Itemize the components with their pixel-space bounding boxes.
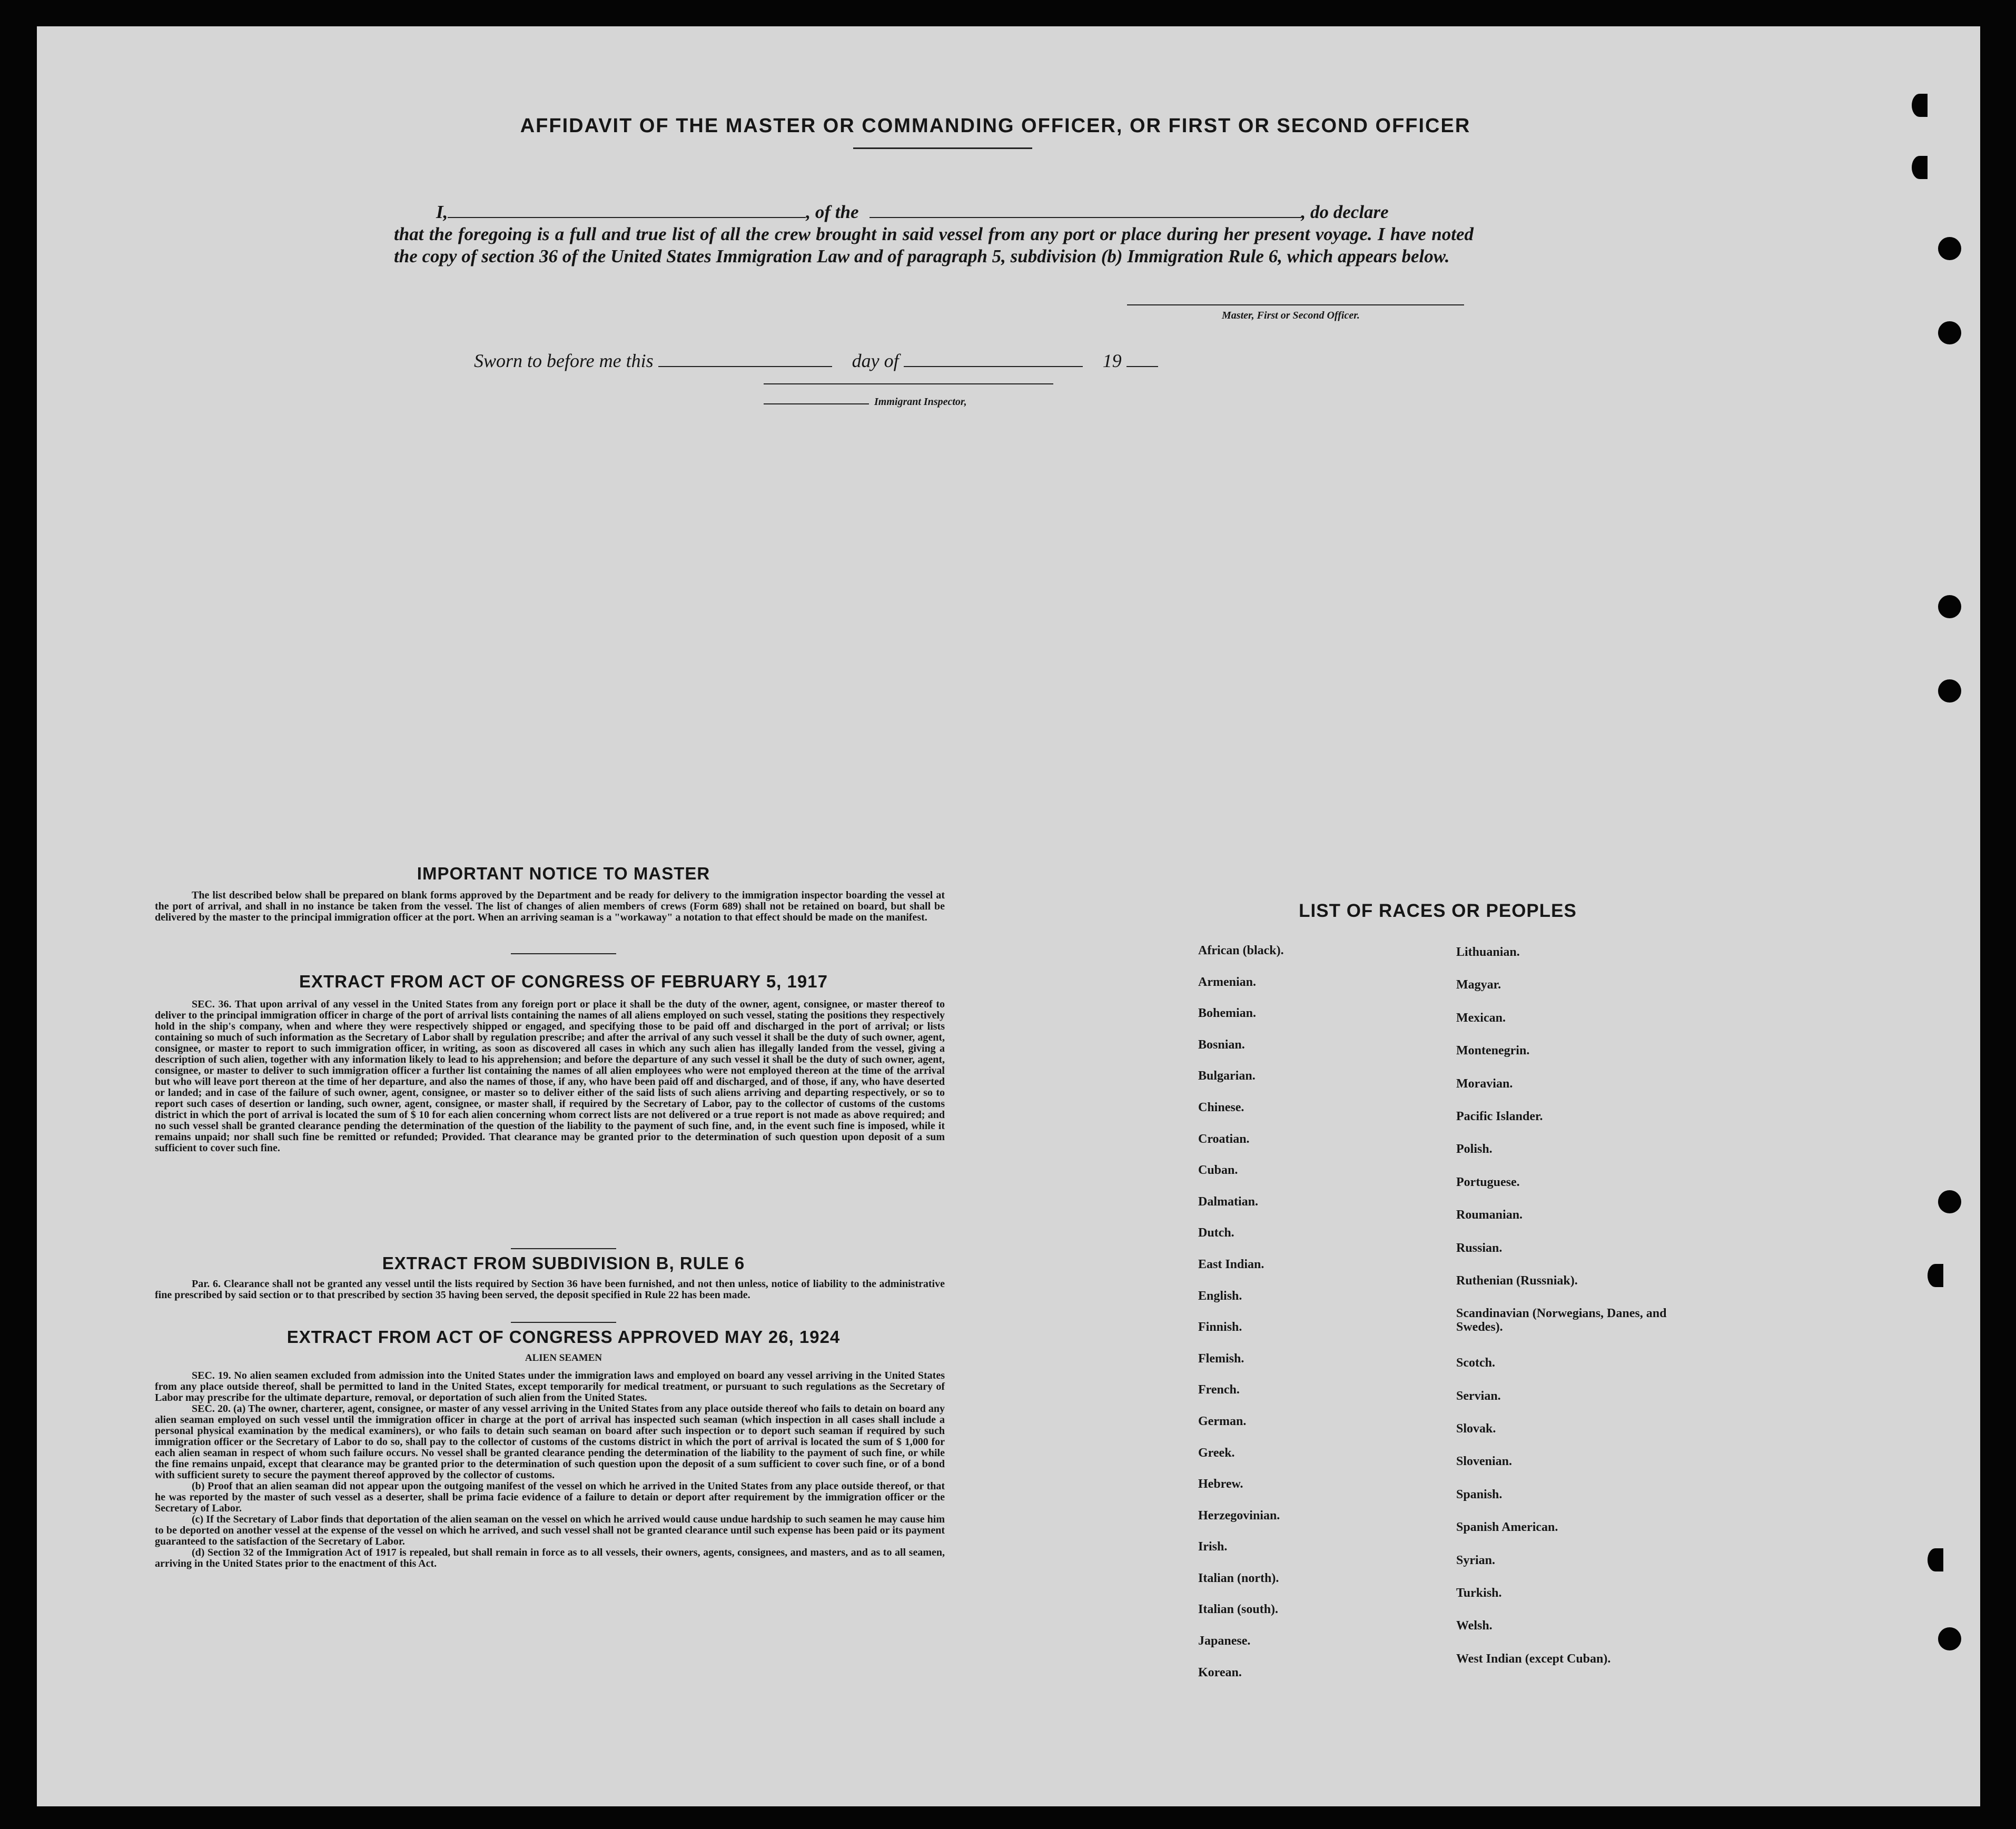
affidavit-title: AFFIDAVIT OF THE MASTER OR COMMANDING OFFICER, OR FIRST OR SECOND OFFICER [520, 115, 1471, 137]
extract-1924-text [155, 1370, 945, 1569]
notice-paragraph: The list described below shall be prepared on blank forms approved by the Department and be ready for delivery to the immigration inspector boarding the vessel at the port of arrival, and shall in no instance be taken from the vessel. The list of changes of alien members of crews (Form 689) shall not be retained on board, but shall be delivered by the master to the principal immigration officer at the port. When an arriving seaman is a "workaway" a notation to that effect should be made on the manifest. [155, 889, 945, 923]
notice-title: IMPORTANT NOTICE TO MASTER [417, 864, 710, 883]
race-item: Cuban. [1198, 1163, 1238, 1178]
notice-text [155, 890, 945, 923]
race-item: Italian (south). [1198, 1603, 1279, 1617]
race-item: Hebrew. [1198, 1477, 1243, 1491]
race-item: Roumanian. [1456, 1208, 1523, 1222]
declaration-text: that the foregoing is a full and true list of all the crew brought in said vessel from any port or place during her present voyage. I have noted the copy of section 36 of the United States Immigration Law and of paragraph 5, subdivision (b) Immigration Rule 6, which appears below. [394, 224, 1474, 266]
divider [511, 1248, 616, 1249]
race-item: Greek. [1198, 1446, 1235, 1460]
race-item: Bulgarian. [1198, 1069, 1256, 1083]
i-label: I, [436, 202, 448, 222]
master-signature-label: Master, First or Second Officer. [1222, 310, 1360, 321]
races-right-column [1456, 945, 1677, 1702]
binder-hole [1928, 1264, 1943, 1287]
race-item: Chinese. [1198, 1100, 1244, 1114]
binder-hole [1938, 679, 1961, 703]
race-item: Japanese. [1198, 1634, 1251, 1648]
master-signature-field[interactable] [1127, 304, 1464, 305]
affidavit-declaration [394, 201, 1474, 268]
form-page [37, 26, 1980, 1806]
title-underline [853, 147, 1032, 149]
race-item: Armenian. [1198, 975, 1256, 989]
binder-hole [1938, 595, 1961, 618]
race-item: Bohemian. [1198, 1006, 1257, 1021]
race-item: Italian (north). [1198, 1571, 1279, 1585]
race-item: Turkish. [1456, 1586, 1502, 1600]
race-item: Servian. [1456, 1389, 1501, 1403]
binder-hole [1938, 1190, 1961, 1213]
divider [511, 953, 616, 954]
race-item: East Indian. [1198, 1257, 1264, 1271]
race-item: Slovak. [1456, 1422, 1496, 1436]
name-field[interactable] [448, 201, 806, 218]
binder-hole [1938, 237, 1961, 260]
race-item: Moravian. [1456, 1076, 1513, 1091]
sworn-day-field[interactable] [658, 350, 832, 367]
sworn-year-field[interactable] [1126, 350, 1158, 367]
section-20a-paragraph: SEC. 20. (a) The owner, charterer, agent, consignee, or master of any vessel arriving in the United States from any place outside thereof who fails to detain on board any alien seaman employed on such vessel until the immigration officer in charge at the port of arrival has inspected such seaman (which inspection in all cases shall include a personal physical examination by the medical examiners), or who fails to detain such seaman on board after such inspection or to deport such seaman if required by such immigration officer or the Secretary of Labor to do so, shall pay to the collector of customs of the customs district in which the port of arrival is located the sum of $ 1,000 for each alien seaman in respect of whom such failure occurs. No vessel shall be granted clearance pending the determination of the liability to the payment of such fine, or while the fine remains unpaid, except that clearance may be granted prior to the determination of such question upon the deposit of a sum sufficient to cover such fine, or of a bond with sufficient surety to secure the payment thereof approved by the collector of customs. [155, 1403, 945, 1481]
binder-hole [1912, 156, 1928, 179]
race-item: Irish. [1198, 1540, 1228, 1554]
race-item: Spanish. [1456, 1487, 1503, 1501]
paragraph-6: Par. 6. Clearance shall not be granted any vessel until the lists required by Section 36 have been furnished, and not then unless, notice of liability to the administrative fine prescribed by said section or to that prescribed by section 35 having been served, the deposit specified in Rule 22 has been made. [155, 1278, 945, 1301]
binder-hole [1938, 1627, 1961, 1650]
of-the-label: , of the [806, 202, 859, 222]
declaration-first-line [394, 201, 1474, 223]
race-item: Korean. [1198, 1665, 1242, 1679]
race-item: Lithuanian. [1456, 945, 1520, 959]
inspector-title-line [764, 403, 869, 404]
race-item: Syrian. [1456, 1553, 1496, 1567]
do-declare-label: , do declare [1301, 202, 1389, 222]
race-item: Finnish. [1198, 1320, 1242, 1334]
race-item: Flemish. [1198, 1351, 1244, 1366]
section-19-paragraph: SEC. 19. No alien seamen excluded from admission into the United States under the immigration laws and employed on board any vessel arriving in the United States from any place outside thereof, shall be permitted to land in the United States, except temporarily for medical treatment, or pursuant to such regulations as the Secretary of Labor may prescribe for the ultimate departure, removal, or deportation of such alien from the United States. [155, 1370, 945, 1403]
race-item: Welsh. [1456, 1619, 1493, 1633]
race-item: German. [1198, 1414, 1247, 1428]
race-item: Montenegrin. [1456, 1044, 1530, 1058]
binder-hole [1928, 1548, 1943, 1571]
race-item: Croatian. [1198, 1132, 1250, 1146]
race-item: Bosnian. [1198, 1037, 1245, 1052]
sworn-month-field[interactable] [904, 350, 1083, 367]
sworn-label: Sworn to before me this [474, 350, 654, 371]
binder-hole [1938, 321, 1961, 344]
alien-seamen-subtitle: ALIEN SEAMEN [525, 1352, 602, 1363]
races-left-column [1198, 944, 1409, 1697]
race-item: Scotch. [1456, 1356, 1495, 1370]
divider [511, 1322, 616, 1323]
extract-1917-text [155, 999, 945, 1154]
race-item: African (black). [1198, 944, 1284, 957]
race-item: Ruthenian (Russniak). [1456, 1273, 1578, 1288]
section-36-paragraph: SEC. 36. That upon arrival of any vessel in the United States from any foreign port or place it shall be the duty of the owner, agent, consignee, or master thereof to deliver to the principal immigration officer in charge of the port of arrival lists containing the names of all aliens employed on such vessel, stating the positions they respectively hold in the ship's company, when and where they were respectively shipped or engaged, and specifying those to be paid off and discharged in the port of arrival; or lists containing so much of such information as the Secretary of Labor shall by regulation prescribe; and after the arrival of any such vessel it shall be the duty of such owner, agent, consignee, or master to report to such immigration officer, in writing, as soon as discovered all cases in which any such alien has illegally landed from the vessel, giving a description of such alien, together with any information likely to lead to his apprehension; and before the departure of any such vessel it shall be the duty of such owner, agent, consignee, or master to deliver to such immigration officer a further list containing the names of all alien employees who were not employed thereon at the time of the arrival but who will leave port thereon at the time of her departure, and also the names of those, if any, who have been paid off and discharged, and of those, if any, who have deserted or landed; and in case of the failure of such owner, agent, consignee, or master so to deliver either of the said lists of such aliens arriving and departing respectively, or so to report such cases of desertion or landing, such owner, agent, consignee, or master shall, if required by the Secretary of Labor, pay to the collector of customs of the customs district in which the port of arrival is located the sum of $ 10 for each alien concerning whom correct lists are not delivered or a true report is not made as above required; and no such vessel shall be granted clearance pending the determination of the question of the liability to the payment of such fine, and, in the event such fine is imposed, while it remains unpaid; nor shall such fine be remitted or refunded; Provided. That clearance may be granted prior to the determination of such question upon deposit of a sum sufficient to cover such fine. [155, 998, 945, 1154]
race-item: Russian. [1456, 1241, 1503, 1255]
race-item: Magyar. [1456, 978, 1501, 992]
race-item: Dalmatian. [1198, 1194, 1258, 1209]
race-item: Spanish American. [1456, 1520, 1558, 1535]
race-item: French. [1198, 1383, 1240, 1397]
section-20c-paragraph: (c) If the Secretary of Labor finds that deportation of the alien seaman on the vessel on which he arrived would cause undue hardship to such seamen he may cause him to be deported on another vessel at the expense of the vessel on which he arrived, and such vessel shall not be granted clearance until such expense has been paid or its payment guaranteed to the satisfaction of the Secretary of Labor. [155, 1514, 945, 1547]
race-item: Polish. [1456, 1142, 1493, 1156]
inspector-signature-field[interactable] [764, 383, 1053, 384]
section-20d-paragraph: (d) Section 32 of the Immigration Act of 1917 is repealed, but shall remain in force as to all vessels, their owners, agents, consignees, and masters, and as to all seamen, arriving in the United States prior to the enactment of this Act. [155, 1547, 945, 1569]
race-item: Scandinavian (Norwegians, Danes, and Swedes). [1456, 1307, 1667, 1334]
binder-hole [1912, 94, 1928, 117]
year-label: 19 [1102, 350, 1122, 371]
race-item: Mexican. [1456, 1011, 1506, 1025]
race-item: West Indian (except Cuban). [1456, 1652, 1611, 1666]
vessel-field[interactable] [869, 201, 1301, 218]
race-item: Herzegovinian. [1198, 1508, 1280, 1522]
race-item: Pacific Islander. [1456, 1109, 1543, 1123]
race-item: Portuguese. [1456, 1175, 1520, 1189]
races-title: LIST OF RACES OR PEOPLES [1299, 901, 1577, 921]
sworn-line [474, 350, 1158, 372]
day-of-label: day of [852, 350, 899, 371]
extract-1917-title: EXTRACT FROM ACT OF CONGRESS OF FEBRUARY 5, 1917 [299, 972, 828, 991]
race-item: Dutch. [1198, 1226, 1234, 1240]
extract-1924-title: EXTRACT FROM ACT OF CONGRESS APPROVED MAY 26, 1924 [286, 1327, 841, 1347]
extract-rule6-text [155, 1279, 945, 1301]
inspector-label: Immigrant Inspector, [874, 396, 967, 408]
extract-rule6-title: EXTRACT FROM SUBDIVISION B, RULE 6 [382, 1253, 745, 1273]
race-item: Slovenian. [1456, 1455, 1513, 1469]
race-item: English. [1198, 1289, 1242, 1303]
section-20b-paragraph: (b) Proof that an alien seaman did not appear upon the outgoing manifest of the vessel on which he arrived in the United States from any place outside thereof, or that he was reported by the master of such vessel as a deserter, shall be prima facie evidence of a failure to detain or deport after requirement by the immigration officer or the Secretary of Labor. [155, 1480, 945, 1514]
